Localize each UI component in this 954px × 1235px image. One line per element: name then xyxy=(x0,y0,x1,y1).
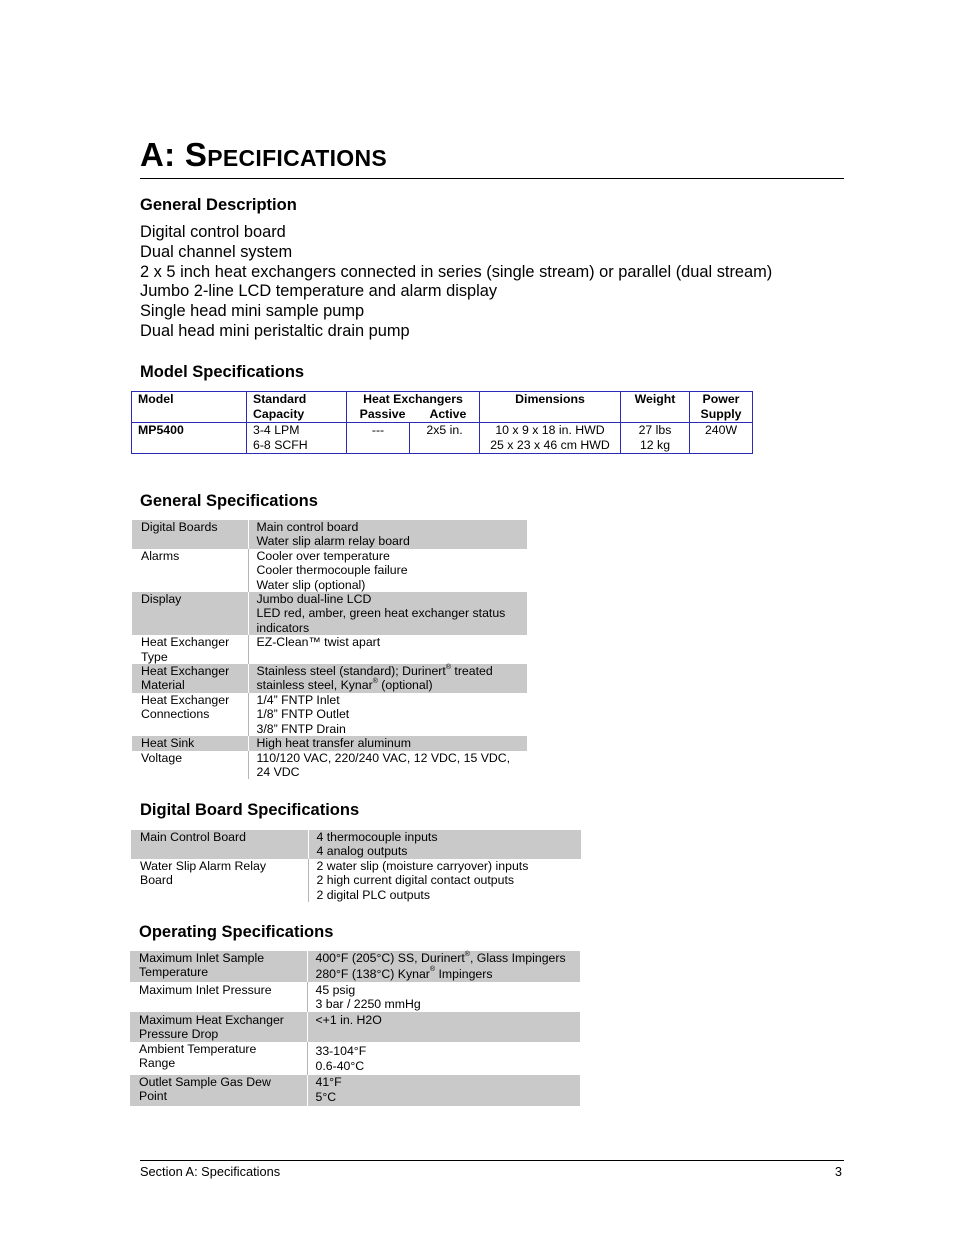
spec-value: 4 thermocouple inputs 4 analog outputs xyxy=(308,830,581,859)
spec-label: Voltage xyxy=(141,750,183,765)
list-item: Dual head mini peristaltic drain pump xyxy=(140,321,410,340)
spec-label: Ambient Temperature Range xyxy=(139,1041,257,1071)
general-description-heading: General Description xyxy=(140,196,297,214)
spec-label: Alarms xyxy=(141,548,180,563)
operating-specifications-table xyxy=(130,951,580,1106)
table-row xyxy=(130,1075,580,1106)
spec-value: EZ-Clean™ twist apart xyxy=(248,635,527,664)
spec-label: Maximum Heat Exchanger Pressure Drop xyxy=(130,1012,307,1042)
header-heat-exchangers: Heat Exchangers Passive Active xyxy=(347,392,480,423)
spec-label: Water Slip Alarm Relay Board xyxy=(140,858,266,888)
spec-label: Maximum Inlet Sample Temperature xyxy=(130,951,307,982)
table-row xyxy=(131,859,581,902)
general-specifications-heading: General Specifications xyxy=(140,492,318,510)
spec-value: Jumbo dual-line LCD LED red, amber, green heat exchanger status indicators xyxy=(248,592,527,635)
spec-label: Display xyxy=(132,592,248,635)
table-row xyxy=(130,1012,580,1042)
spec-value: Stainless steel (standard); Durinert® treated stainless steel, Kynar® (optional) xyxy=(248,664,527,693)
cell-capacity: 3-4 LPM 6-8 SCFH xyxy=(247,423,347,454)
cell-active: 2x5 in. xyxy=(410,423,480,454)
table-row xyxy=(132,693,527,736)
spec-value: Cooler over temperature Cooler thermocouple failure Water slip (optional) xyxy=(248,549,527,592)
table-row xyxy=(131,830,581,859)
spec-label: Digital Boards xyxy=(132,520,248,549)
table-row xyxy=(132,423,753,454)
spec-label: Main Control Board xyxy=(131,830,308,859)
cell-weight: 27 lbs 12 kg xyxy=(621,423,690,454)
spec-label: Heat Exchanger Material xyxy=(132,664,248,693)
table-row xyxy=(130,982,580,1012)
table-row xyxy=(132,592,527,635)
header-standard-capacity: Standard Capacity xyxy=(247,392,347,423)
spec-label: Outlet Sample Gas Dew Point xyxy=(130,1075,307,1106)
spec-value: <+1 in. H2O xyxy=(307,1012,580,1042)
list-item: 2 x 5 inch heat exchangers connected in series (single stream) or parallel (dual stream) xyxy=(140,262,773,281)
model-specifications-table xyxy=(131,391,753,454)
spec-value: 2 water slip (moisture carryover) inputs 2 high current digital contact outputs 2 digital PLC outputs xyxy=(308,859,581,902)
page-footer xyxy=(140,1160,844,1180)
cell-passive: --- xyxy=(347,423,410,454)
table-header-row xyxy=(132,392,753,423)
table-row xyxy=(130,1042,580,1075)
table-row xyxy=(132,664,527,693)
cell-dimensions: 10 x 9 x 18 in. HWD 25 x 23 x 46 cm HWD xyxy=(480,423,621,454)
header-weight: Weight xyxy=(621,392,690,423)
spec-value: High heat transfer aluminum xyxy=(248,736,527,750)
header-model: Model xyxy=(138,392,174,406)
table-row xyxy=(130,951,580,982)
digital-board-specifications-table xyxy=(131,830,581,902)
spec-value: 110/120 VAC, 220/240 VAC, 12 VDC, 15 VDC, 24 VDC xyxy=(248,751,527,780)
header-passive: Passive xyxy=(359,407,406,421)
list-item: Dual channel system xyxy=(140,242,293,261)
table-row xyxy=(132,549,527,592)
spec-value: 41°F 5°C xyxy=(307,1075,580,1106)
table-row xyxy=(132,736,527,750)
cell-power: 240W xyxy=(690,423,753,454)
list-item: Single head mini sample pump xyxy=(140,302,365,321)
model-specifications-heading: Model Specifications xyxy=(140,363,305,381)
table-row xyxy=(132,751,527,780)
spec-value: 33-104°F 0.6-40°C xyxy=(307,1042,580,1075)
header-active: Active xyxy=(429,407,467,421)
spec-value: 45 psig 3 bar / 2250 mmHg xyxy=(307,982,580,1012)
general-description-list xyxy=(140,223,772,342)
digital-board-specifications-heading: Digital Board Specifications xyxy=(140,801,360,819)
spec-value: 400°F (205°C) SS, Durinert®, Glass Impingers 280°F (138°C) Kynar® Impingers xyxy=(307,951,580,982)
spec-value: 1/4” FNTP Inlet 1/8” FNTP Outlet 3/8” FNTP Drain xyxy=(248,693,527,736)
spec-label: Heat Exchanger Type xyxy=(141,635,230,664)
header-power-supply: Power Supply xyxy=(690,392,753,423)
list-item: Digital control board xyxy=(140,223,286,241)
list-item: Jumbo 2-line LCD temperature and alarm display xyxy=(140,282,498,301)
general-specifications-table xyxy=(132,520,527,779)
spec-label: Heat Sink xyxy=(132,736,248,750)
page-title: A: Specifications xyxy=(140,134,844,179)
table-row xyxy=(132,520,527,549)
spec-label: Heat Exchanger Connections xyxy=(141,692,230,722)
spec-label: Maximum Inlet Pressure xyxy=(139,983,272,997)
spec-value: Main control board Water slip alarm relay board xyxy=(248,520,527,549)
header-dimensions: Dimensions xyxy=(480,392,621,423)
operating-specifications-heading: Operating Specifications xyxy=(139,923,334,941)
table-row xyxy=(132,635,527,664)
footer-section-title: Section A: Specifications xyxy=(140,1164,281,1179)
page-number: 3 xyxy=(834,1164,842,1179)
cell-model: MP5400 xyxy=(132,423,247,454)
